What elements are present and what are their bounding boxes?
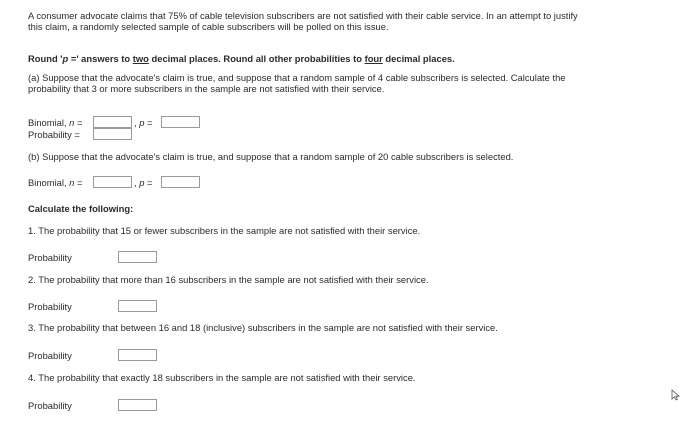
intro-line-1: A consumer advocate claims that 75% of cable television subscribers are not satisfied with their cable service. In an attempt to justify xyxy=(28,10,578,21)
question-2-text: 2. The probability that more than 16 subscribers in the sample are not satisfied with their service. xyxy=(28,274,429,285)
part-b-p-eq: = xyxy=(144,177,153,188)
rounding-instructions xyxy=(28,53,455,64)
part-b-p-input[interactable] xyxy=(161,176,200,188)
question-1-probability-input[interactable] xyxy=(118,251,157,263)
question-1-probability-label: Probability xyxy=(28,252,72,263)
part-b-n-input[interactable] xyxy=(93,176,132,188)
part-a-n-eq: = xyxy=(74,117,83,128)
part-b-n-symbol: n xyxy=(69,177,75,188)
part-a-p-input[interactable] xyxy=(161,116,200,128)
rounding-p-symbol: p xyxy=(62,53,69,64)
part-b-comma: , xyxy=(134,177,140,188)
rounding-prefix: Round ' xyxy=(28,53,63,64)
part-a-p-eq: = xyxy=(144,117,153,128)
part-a-n-symbol: n xyxy=(69,117,75,128)
problem-intro xyxy=(28,10,678,32)
part-a-probability-label: Probability xyxy=(28,129,75,140)
question-2-probability-label: Probability xyxy=(28,301,72,312)
rounding-eq: =' answers to xyxy=(68,53,133,64)
part-a-line-2: probability that 3 or more subscribers in the sample are not satisfied with their service. xyxy=(28,83,385,94)
question-3-text: 3. The probability that between 16 and 18 (inclusive) subscribers in the sample are not satisfied with their service. xyxy=(28,322,498,333)
rounding-two: two xyxy=(132,53,149,64)
part-a-n-input[interactable] xyxy=(93,116,132,128)
part-a-line-1: (a) Suppose that the advocate's claim is true, and suppose that a random sample of 4 cable subscribers is selected. Calculate the xyxy=(28,72,566,83)
part-a-comma: , xyxy=(134,117,140,128)
part-b-binomial-label: Binomial, xyxy=(28,177,70,188)
question-4-probability-label: Probability xyxy=(28,400,72,411)
part-a-probability-eq: = xyxy=(74,129,80,140)
part-a-binomial-row xyxy=(28,117,82,128)
part-a-prompt xyxy=(28,72,566,94)
part-b-p-label xyxy=(134,177,153,188)
part-a-p-label xyxy=(134,117,153,128)
question-4-text: 4. The probability that exactly 18 subscribers in the sample are not satisfied with their service. xyxy=(28,372,416,383)
question-4-probability-input[interactable] xyxy=(118,399,157,411)
rounding-suffix: decimal places. xyxy=(382,53,455,64)
question-2-probability-input[interactable] xyxy=(118,300,157,312)
part-b-prompt: (b) Suppose that the advocate's claim is true, and suppose that a random sample of 20 cable subscribers is selected. xyxy=(28,151,514,162)
part-a-p-symbol: p xyxy=(139,117,145,128)
question-1-text: 1. The probability that 15 or fewer subscribers in the sample are not satisfied with their service. xyxy=(28,225,421,236)
part-a-probability-row xyxy=(28,129,80,140)
rounding-four: four xyxy=(364,53,383,64)
mouse-pointer-icon xyxy=(671,389,681,401)
part-a-probability-input[interactable] xyxy=(93,128,132,140)
part-b-binomial-row xyxy=(28,177,82,188)
part-b-p-symbol: p xyxy=(139,177,145,188)
rounding-mid: decimal places. Round all other probabilities to xyxy=(148,53,365,64)
intro-line-2: this claim, a randomly selected sample of cable subscribers will be polled on this issue. xyxy=(28,21,389,32)
calculate-heading: Calculate the following: xyxy=(28,203,134,214)
part-a-binomial-label: Binomial, xyxy=(28,117,70,128)
question-3-probability-label: Probability xyxy=(28,350,72,361)
part-b-n-eq: = xyxy=(74,177,83,188)
question-3-probability-input[interactable] xyxy=(118,349,157,361)
